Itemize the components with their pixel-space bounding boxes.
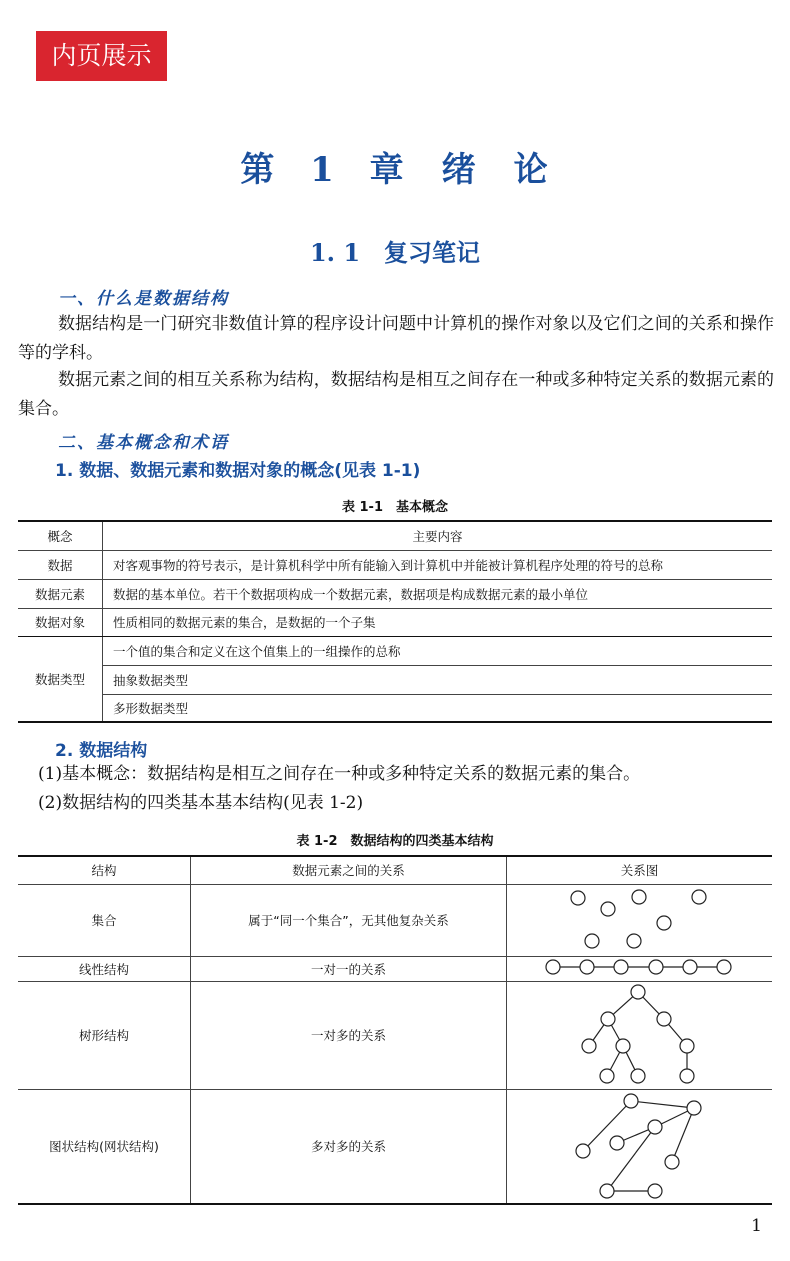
cell: 数据元素	[18, 579, 103, 608]
node	[692, 890, 706, 904]
paragraph: 数据结构是一门研究非数值计算的程序设计问题中计算机的操作对象以及它们之间的关系和操作等的学科。	[18, 314, 774, 363]
tree-diagram	[582, 985, 694, 1083]
heading-what-is-data-structure: 一、什么是数据结构	[58, 289, 229, 309]
heading-basic-concepts: 二、基本概念和术语	[58, 433, 229, 453]
subheading-data-concepts: 1. 数据、数据元素和数据对象的概念(见表 1-1)	[55, 461, 421, 481]
node	[657, 916, 671, 930]
header-cell: 数据元素之间的关系	[191, 856, 507, 884]
table-caption: 表 1-2 数据结构的四类基本结构	[296, 834, 494, 849]
node	[680, 1039, 694, 1053]
cell: 多对多的关系	[191, 1089, 507, 1204]
page-number: 1	[751, 1216, 762, 1236]
node	[546, 960, 560, 974]
graph-diagram	[576, 1094, 701, 1198]
cell: 抽象数据类型	[103, 665, 773, 694]
cell: 对客观事物的符号表示，是计算机科学中所有能输入到计算机中并能被计算机程序处理的符号的总称	[103, 550, 773, 579]
node	[631, 1069, 645, 1083]
node	[585, 934, 599, 948]
cell: 性质相同的数据元素的集合，是数据的一个子集	[103, 608, 773, 636]
paragraph: (2)数据结构的四类基本基本结构(见表 1-2)	[38, 793, 364, 813]
node	[717, 960, 731, 974]
node	[576, 1144, 590, 1158]
node	[648, 1184, 662, 1198]
header-cell: 结构	[18, 856, 191, 884]
paragraph: (1)基本概念：数据结构是相互之间存在一种或多种特定关系的数据元素的集合。	[38, 764, 641, 784]
node	[601, 1012, 615, 1026]
set-diagram	[571, 890, 706, 948]
node	[657, 1012, 671, 1026]
section-title: 1. 1 复习笔记	[309, 238, 481, 267]
cell: 数据	[18, 550, 103, 579]
cell: 一个值的集合和定义在这个值集上的一组操作的总称	[103, 636, 773, 665]
cell: 一对一的关系	[191, 956, 507, 981]
node	[627, 934, 641, 948]
cell: 线性结构	[18, 956, 191, 981]
page-preview-badge: 内页展示	[36, 31, 167, 81]
node	[632, 890, 646, 904]
cell: 图状结构(网状结构)	[18, 1089, 191, 1204]
edge	[631, 1101, 694, 1108]
cell: 集合	[18, 884, 191, 956]
node	[687, 1101, 701, 1115]
node	[610, 1136, 624, 1150]
node	[600, 1069, 614, 1083]
node	[571, 891, 585, 905]
chapter-title: 第 1 章 绪 论	[240, 150, 550, 190]
header-cell: 关系图	[507, 856, 773, 884]
header-cell: 主要内容	[103, 521, 773, 550]
node	[616, 1039, 630, 1053]
cell: 数据类型	[18, 636, 103, 722]
cell: 数据对象	[18, 608, 103, 636]
node	[648, 1120, 662, 1134]
cell: 属于“同一个集合”，无其他复杂关系	[191, 884, 507, 956]
cell: 数据的基本单位。若干个数据项构成一个数据元素，数据项是构成数据元素的最小单位	[103, 579, 773, 608]
cell: 树形结构	[18, 981, 191, 1089]
table-caption: 表 1-1 基本概念	[341, 500, 448, 515]
node	[683, 960, 697, 974]
node	[582, 1039, 596, 1053]
node	[614, 960, 628, 974]
node	[631, 985, 645, 999]
node	[580, 960, 594, 974]
linear-diagram	[546, 960, 731, 974]
node	[680, 1069, 694, 1083]
node	[649, 960, 663, 974]
paragraph: 数据元素之间的相互关系称为结构，数据结构是相互之间存在一种或多种特定关系的数据元素的集合。	[18, 370, 774, 419]
subheading-data-structure: 2. 数据结构	[55, 741, 148, 761]
cell: 多形数据类型	[113, 700, 189, 716]
node	[600, 1184, 614, 1198]
node	[665, 1155, 679, 1169]
node	[601, 902, 615, 916]
header-cell: 概念	[18, 521, 103, 550]
edge	[672, 1108, 694, 1162]
node	[624, 1094, 638, 1108]
cell: 一对多的关系	[191, 981, 507, 1089]
